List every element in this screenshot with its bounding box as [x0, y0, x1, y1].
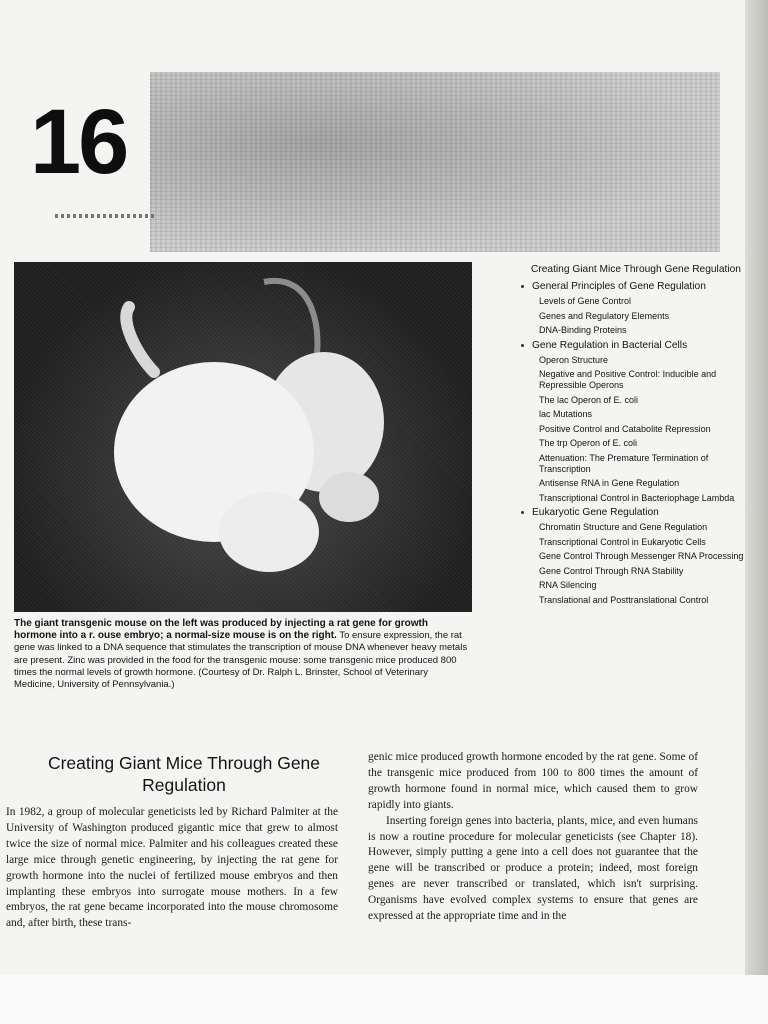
- outline-item: Gene Control Through Messenger RNA Processing: [539, 551, 744, 561]
- mice-illustration: [14, 262, 472, 612]
- paragraph: genic mice produced growth hormone encoded by the rat gene. Some of the transgenic mice produced from 100 to 800 times the amount of growth hormone found in normal mice, which caused them to grow rapidly into giants.: [368, 751, 698, 811]
- chapter-number: 16: [30, 91, 127, 193]
- caption-text: To ensure expression, the rat gene was linked to a DNA sequence that stimulates the transcription of mouse DNA whenever heavy metals are present. Zinc was provided in the food for the transgenic mouse: some transgenic mice produced 800 times the normal levels of growth hormone. (Courtesy of Dr. Ralph L. Brinster, School of Veterinary Medicine, University of Pennsylvania.): [14, 630, 468, 691]
- outline-item: The lac Operon of E. coli: [539, 394, 639, 405]
- scan-bottom-margin: [0, 975, 768, 1024]
- outline-item: Transcriptional Control in Bacteriophage Lambda: [539, 492, 735, 503]
- giant-mouse-body: [114, 362, 314, 542]
- outline-item: Chromatin Structure and Gene Regulation: [539, 522, 708, 532]
- outline-item: DNA-Binding Proteins: [539, 325, 627, 335]
- paragraph: Inserting foreign genes into bacteria, plants, mice, and even humans is now a routine procedure for molecular geneticists (see Chapter 18). However, simply putting a gene into a cell does not guarantee that the gene will be transcribed or produce a protein; indeed, most foreign genes are never transcribed or translated, which isn't surprising. Organisms have evolved complex systems to ensure that genes are expressed at the appropriate time and in the: [368, 814, 698, 923]
- outline-item: Translational and Posttranslational Control: [539, 594, 709, 605]
- chapter-header-band: [150, 72, 720, 252]
- outline-item: The trp Operon of E. coli: [539, 438, 638, 448]
- small-mouse-tail: [264, 281, 317, 372]
- chapter-outline: [518, 264, 744, 609]
- mice-photo: [14, 262, 472, 612]
- outline-item: Negative and Positive Control: Inducible and Repressible Operons: [539, 369, 717, 390]
- outline-item: Positive Control and Catabolite Repression: [539, 423, 711, 434]
- body-column-right: [368, 750, 698, 925]
- outline-section: Eukaryotic Gene Regulation: [518, 507, 744, 518]
- outline-item: Genes and Regulatory Elements: [539, 310, 670, 321]
- figure-caption: [14, 618, 469, 691]
- body-column-left: [6, 805, 338, 932]
- outline-intro: Creating Giant Mice Through Gene Regulation: [531, 264, 741, 275]
- outline-item: RNA Silencing: [539, 580, 597, 590]
- outline-item: Levels of Gene Control: [539, 296, 632, 306]
- outline-section: General Principles of Gene Regulation: [518, 281, 744, 292]
- giant-mouse-head: [219, 492, 319, 572]
- giant-mouse-tail: [126, 307, 154, 372]
- header-rule: [55, 214, 155, 218]
- page-edge-shadow: [745, 0, 768, 1024]
- small-mouse-head: [319, 472, 379, 522]
- section-title: Creating Giant Mice Through Gene Regulation: [47, 753, 321, 795]
- paragraph: In 1982, a group of molecular geneticists led by Richard Palmiter at the University of Washington produced gigantic mice that grew to almost twice the size of normal mice. Palmiter and his colleagues created these large mice through genetic engineering, by injecting the rat gene for growth hormone into the nuclei of fertilized mouse embryos and then implanting these embryos into surrogate mouse mothers. In a few embryos, the rat gene became incorporated into the mouse chromosome and, after birth, these trans-: [6, 806, 338, 930]
- outline-item: Antisense RNA in Gene Regulation: [539, 478, 680, 488]
- outline-item: lac Mutations: [539, 409, 593, 419]
- outline-item: Operon Structure: [539, 354, 609, 365]
- outline-item: Attenuation: The Premature Termination of Transcription: [539, 452, 709, 474]
- outline-item: Transcriptional Control in Eukaryotic Cells: [539, 536, 706, 547]
- outline-section: Gene Regulation in Bacterial Cells: [518, 340, 744, 351]
- small-mouse-body: [264, 352, 384, 492]
- caption-bold-text: The giant transgenic mouse on the left was produced by injecting a rat gene for growth hormone into a r. ouse embryo; a normal-size mouse is on the right.: [14, 618, 428, 642]
- outline-item: Gene Control Through RNA Stability: [539, 565, 684, 576]
